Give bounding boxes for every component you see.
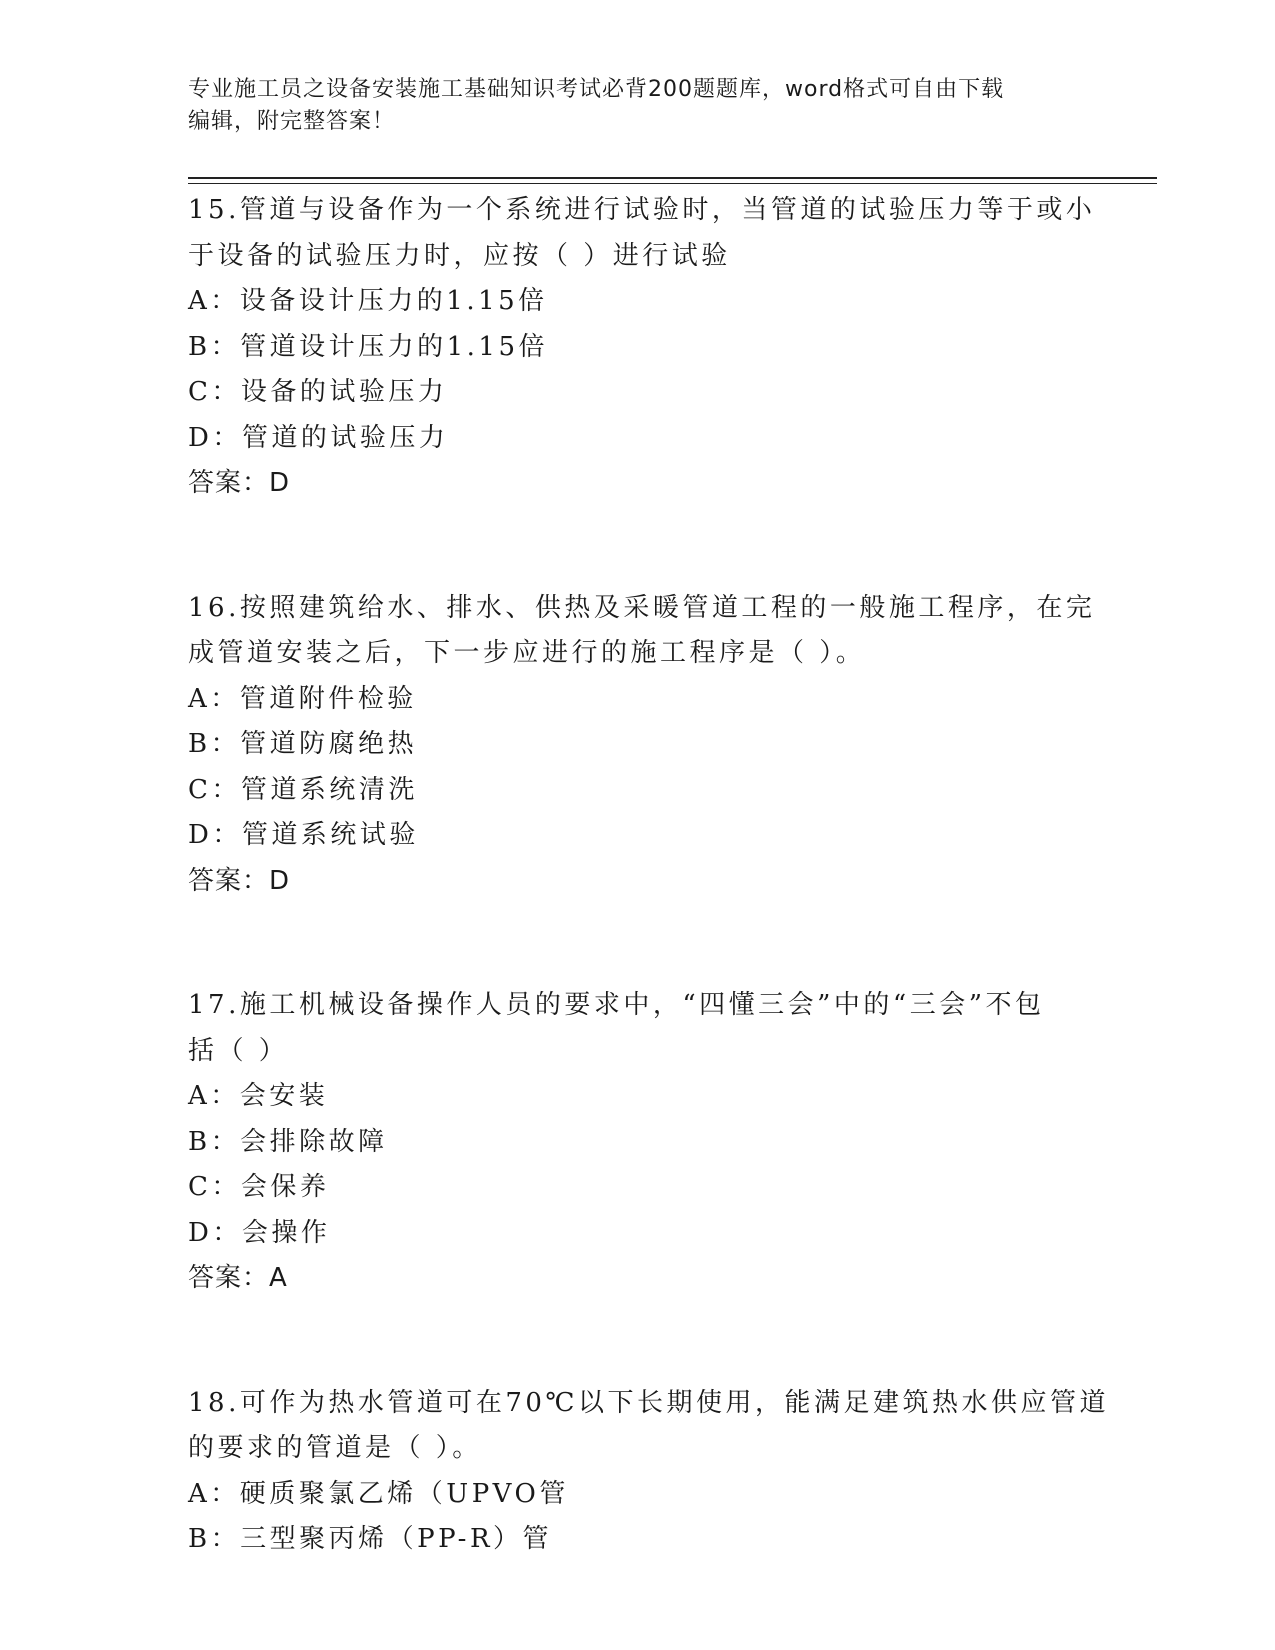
header-divider-thick	[188, 177, 1157, 179]
question-17	[188, 983, 1088, 1302]
option-a: A：硬质聚氯乙烯（UPVO管	[188, 1478, 569, 1509]
question-text-line: 于设备的试验压力时，应按（ ）进行试验	[188, 240, 731, 271]
document-header	[188, 74, 1088, 138]
option-b: B：会排除故障	[188, 1126, 388, 1157]
question-text-line: 括（ ）	[188, 1035, 289, 1066]
option-a: A：管道附件检验	[188, 683, 417, 714]
question-text-line: 成管道安装之后，下一步应进行的施工程序是（ ）。	[188, 638, 866, 668]
question-spacer	[188, 507, 1088, 586]
option-c: C：设备的试验压力	[188, 377, 448, 407]
option-a: A：会安装	[188, 1081, 329, 1111]
answer-text: 答案：D	[188, 865, 291, 896]
question-text-line: 17.施工机械设备操作人员的要求中，“四懂三会”中的“三会”不包	[188, 990, 1045, 1020]
option-d: D：管道的试验压力	[188, 422, 449, 453]
header-title-line-1: 专业施工员之设备安装施工基础知识考试必背200题题库，word格式可自由下载	[188, 77, 1005, 102]
option-b: B：管道防腐绝热	[188, 729, 418, 759]
option-d: D：会操作	[188, 1217, 331, 1248]
option-c: C：管道系统清洗	[188, 774, 418, 805]
answer-text: 答案：A	[188, 1263, 288, 1293]
question-spacer	[188, 1302, 1088, 1381]
header-title-line-2: 编辑，附完整答案！	[188, 109, 396, 134]
option-c: C：会保养	[188, 1172, 330, 1202]
question-spacer	[188, 904, 1088, 983]
question-18	[188, 1381, 1110, 1563]
question-list	[188, 188, 1110, 1563]
option-d: D：管道系统试验	[188, 820, 419, 850]
header-divider-thin	[188, 183, 1157, 184]
question-text-line: 16.按照建筑给水、排水、供热及采暖管道工程的一般施工程序，在完	[188, 592, 1096, 623]
question-16	[188, 586, 1096, 905]
option-a: A：设备设计压力的1.15倍	[188, 286, 548, 316]
option-b: B：管道设计压力的1.15倍	[188, 331, 548, 362]
question-15	[188, 188, 1096, 507]
option-b: B：三型聚丙烯（PP-R）管	[188, 1524, 553, 1554]
question-text-line: 15.管道与设备作为一个系统进行试验时，当管道的试验压力等于或小	[188, 195, 1096, 225]
question-text-line: 的要求的管道是（ ）。	[188, 1433, 482, 1463]
answer-text: 答案：D	[188, 468, 291, 498]
question-text-line: 18.可作为热水管道可在70℃以下长期使用，能满足建筑热水供应管道	[188, 1387, 1110, 1418]
